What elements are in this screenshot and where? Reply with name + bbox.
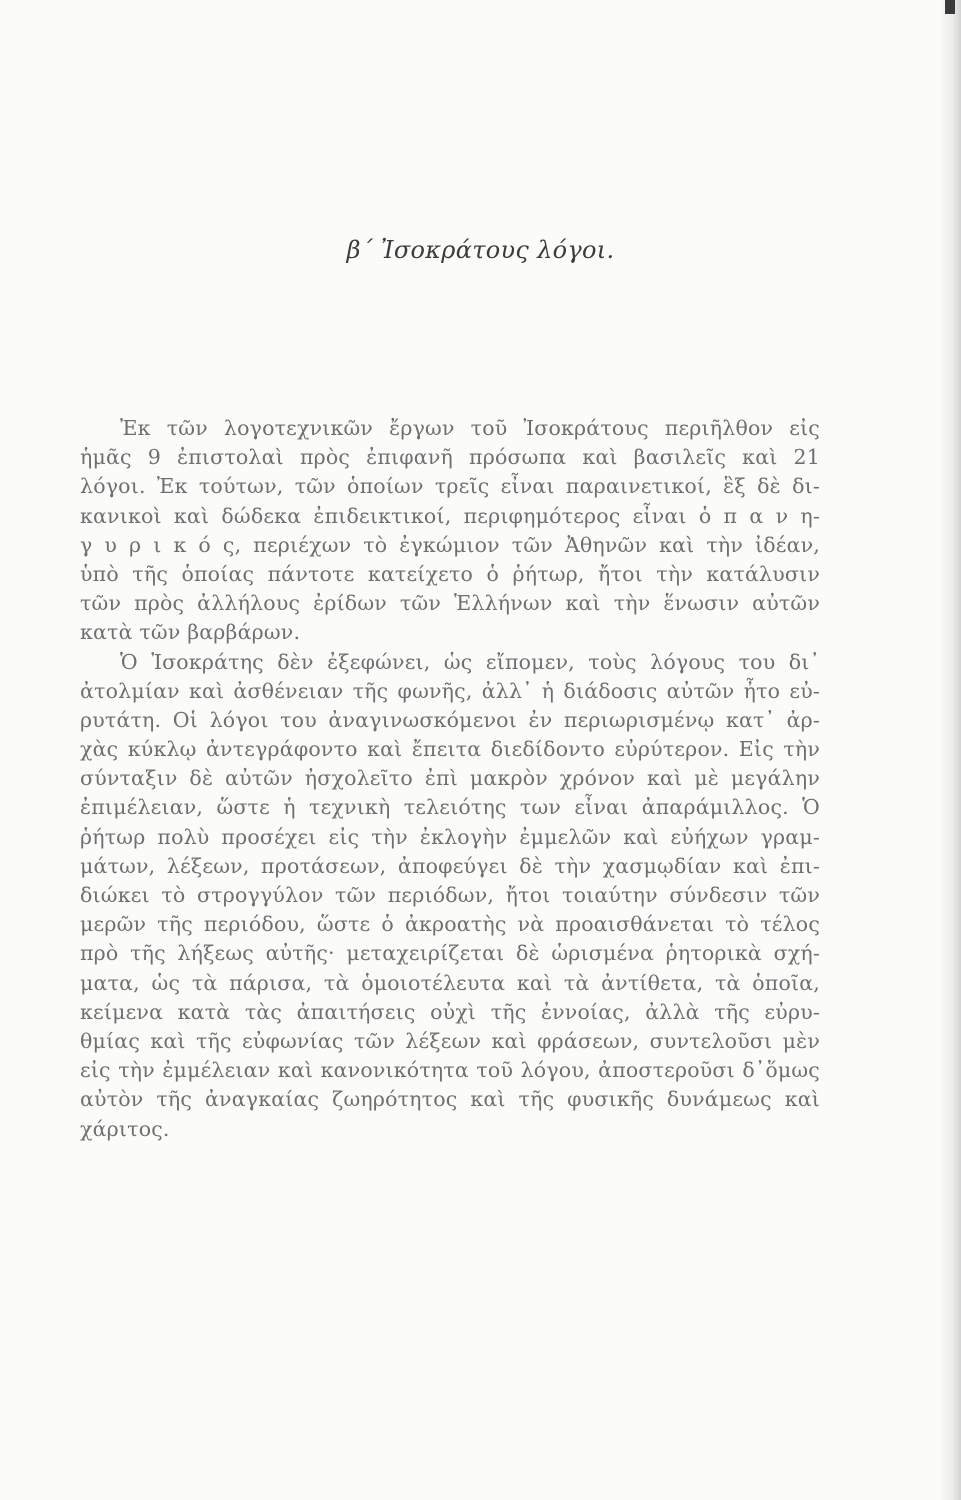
- text-line: γ υ ρ ι κ ό ς, περιέχων τὸ ἐγκώμιον τῶν Ἀθηνῶν καὶ τὴν ἰδέαν,: [80, 532, 820, 557]
- page-edge-shadow: [939, 0, 961, 1500]
- text-line: αὐτὸν τῆς ἀναγκαίας ζωηρότητος καὶ τῆς φυσικῆς δυνάμεως καὶ: [80, 1087, 820, 1112]
- text-line: πρὸ τῆς λήξεως αὐτῆς· μεταχειρίζεται δὲ ὡρισμένα ῥητορικὰ σχή-: [80, 941, 820, 966]
- text-line: κανικοὶ καὶ δώδεκα ἐπιδεικτικοί, περιφημότερος εἶναι ὁ π α ν η-: [80, 503, 820, 528]
- section-heading: β΄ Ἰσοκράτους λόγοι.: [346, 236, 615, 264]
- text-line: Ἐκ τῶν λογοτεχνικῶν ἔργων τοῦ Ἰσοκράτους περιῆλθον εἰς: [120, 416, 820, 440]
- text-line: ρυτάτη. Οἱ λόγοι του ἀναγινωσκόμενοι ἐν περιωρισμένῳ κατ᾽ ἀρ-: [80, 707, 820, 732]
- text-line: χὰς κύκλῳ ἀντεγράφοντο καὶ ἔπειτα διεδίδοντο εὐρύτερον. Εἰς τὴν: [80, 737, 820, 762]
- text-line: κείμενα κατὰ τὰς ἀπαιτήσεις οὐχὶ τῆς ἐννοίας, ἀλλὰ τῆς εὐρυ-: [80, 999, 820, 1024]
- text-line: τῶν πρὸς ἀλλήλους ἐρίδων τῶν Ἑλλήνων καὶ τὴν ἕνωσιν αὐτῶν: [80, 591, 820, 616]
- text-line: ματα, ὡς τὰ πάρισα, τὰ ὁμοιοτέλευτα καὶ τὰ ἀντίθετα, τὰ ὁποῖα,: [80, 970, 820, 995]
- body-text: [80, 414, 820, 1144]
- text-line: ἀτολμίαν καὶ ἀσθένειαν τῆς φωνῆς, ἀλλ᾽ ἡ διάδοσις αὐτῶν ἦτο εὐ-: [80, 678, 820, 703]
- text-line: Ὁ Ἰσοκράτης δὲν ἐξεφώνει, ὡς εἴπομεν, τοὺς λόγους του δι᾽: [120, 649, 820, 674]
- text-line: λόγοι. Ἐκ τούτων, τῶν ὁποίων τρεῖς εἶναι παραινετικοί, ἓξ δὲ δι-: [80, 474, 820, 499]
- text-line: διώκει τὸ στρογγύλον τῶν περιόδων, ἤτοι τοιαύτην σύνδεσιν τῶν: [80, 883, 820, 907]
- text-line: χάριτος.: [80, 1116, 170, 1141]
- text-line: ῥήτωρ πολὺ προσέχει εἰς τὴν ἐκλογὴν ἐμμελῶν καὶ εὐήχων γραμ-: [80, 824, 820, 849]
- text-line: σύνταξιν δὲ αὐτῶν ἠσχολεῖτο ἐπὶ μακρὸν χρόνον καὶ μὲ μεγάλην: [80, 766, 820, 791]
- text-line: ἡμᾶς 9 ἐπιστολαὶ πρὸς ἐπιφανῆ πρόσωπα καὶ βασιλεῖς καὶ 21: [80, 445, 820, 470]
- text-line: θμίας καὶ τῆς εὐφωνίας τῶν λέξεων καὶ φράσεων, συντελοῦσι μὲν: [80, 1028, 820, 1053]
- text-line: ὑπὸ τῆς ὁποίας πάντοτε κατείχετο ὁ ῥήτωρ, ἤτοι τὴν κατάλυσιν: [80, 561, 820, 586]
- text-line: εἰς τὴν ἐμμέλειαν καὶ κανονικότητα τοῦ λόγου, ἀποστεροῦσι δ᾽ὅμως: [80, 1058, 820, 1083]
- text-line: ἐπιμέλειαν, ὥστε ἡ τεχνικὴ τελειότης των εἶναι ἀπαράμιλλος. Ὁ: [80, 795, 820, 820]
- text-line: μάτων, λέξεων, προτάσεων, ἀποφεύγει δὲ τὴν χασμῳδίαν καὶ ἐπι-: [80, 853, 820, 878]
- text-line: κατὰ τῶν βαρβάρων.: [80, 620, 301, 645]
- text-line: μερῶν τῆς περιόδου, ὥστε ὁ ἀκροατὴς νὰ προαισθάνεται τὸ τέλος: [80, 912, 820, 937]
- scan-corner-mark: [945, 0, 955, 14]
